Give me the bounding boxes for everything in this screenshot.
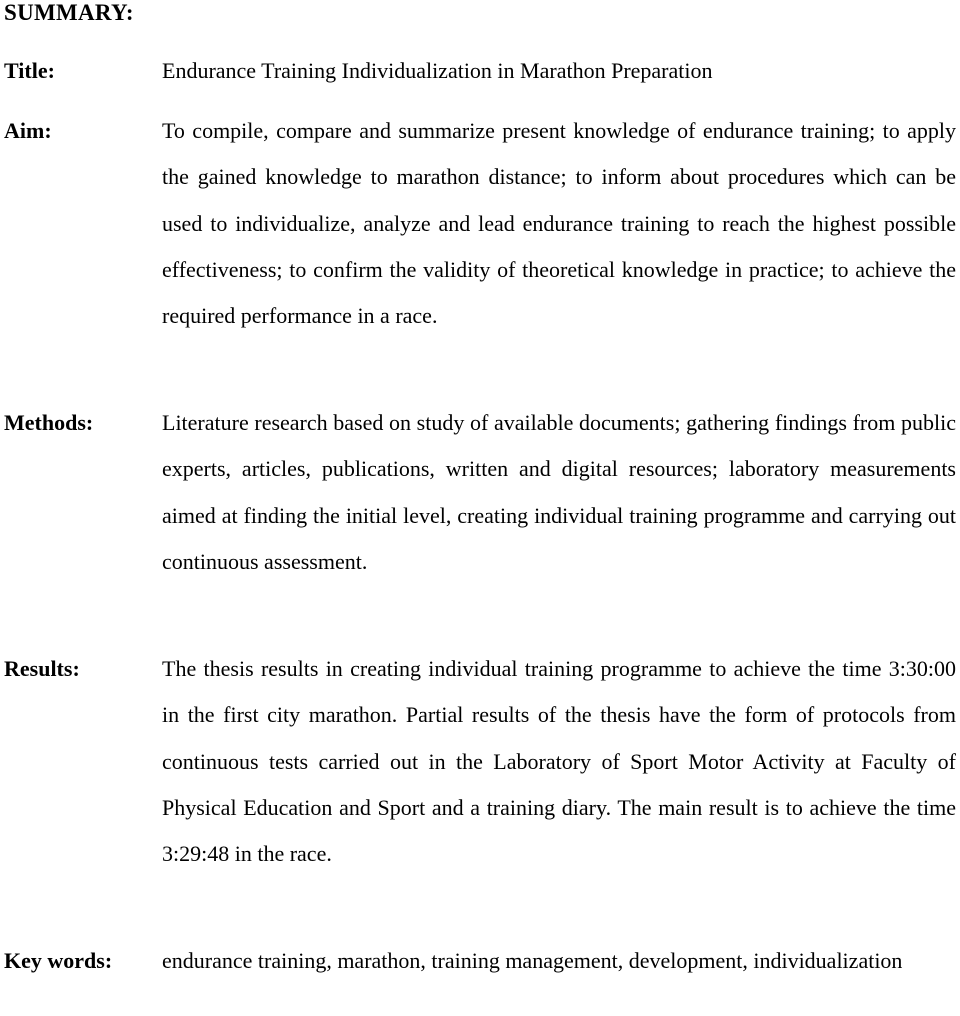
title-label: Title: <box>4 58 55 83</box>
aim-label: Aim: <box>4 118 52 143</box>
title-value: Endurance Training Individualization in Marathon Preparation <box>162 58 713 83</box>
methods-label: Methods: <box>4 410 94 435</box>
keywords-value: endurance training, marathon, training management, development, individualization <box>162 948 903 973</box>
summary-heading: SUMMARY: <box>4 0 134 25</box>
methods-value: Literature research based on study of available documents; gathering findings from public experts, articles, publications, written and digital resources; laboratory measurements aimed at finding the initial level, creating individual training programme and carrying out continuous assessment. <box>162 410 956 574</box>
keywords-label: Key words: <box>4 948 113 973</box>
results-value: The thesis results in creating individual training programme to achieve the time 3:30:00 in the first city marathon. Partial results of the thesis have the form of protocols from continuous tests carried out in the Laboratory of Sport Motor Activity at Faculty of Physical Education and Sport and a training diary. The main result is to achieve the time 3:29:48 in the race. <box>162 656 956 867</box>
results-label: Results: <box>4 656 80 681</box>
aim-value: To compile, compare and summarize present knowledge of endurance training; to apply the gained knowledge to marathon distance; to inform about procedures which can be used to individualize, analyze and lead endurance training to reach the highest possible effectiveness; to confirm the validity of theoretical knowledge in practice; to achieve the required performance in a race. <box>162 118 956 329</box>
